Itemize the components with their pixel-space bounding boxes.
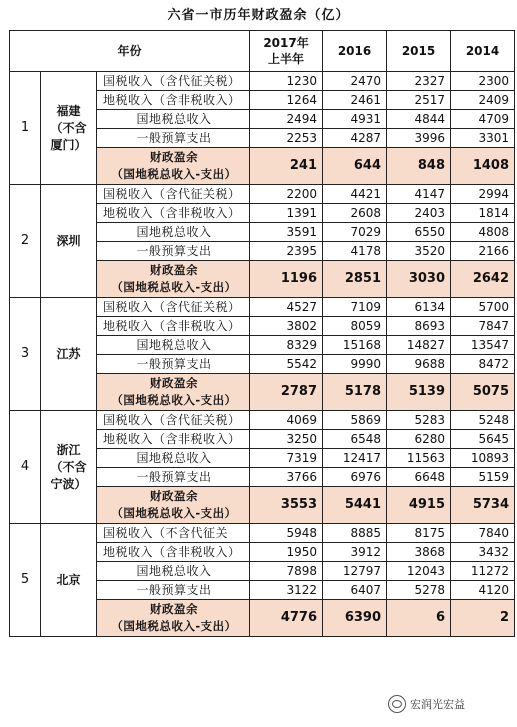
value-cell: 4120 — [451, 581, 515, 600]
value-cell: 1230 — [250, 72, 323, 91]
row-item-label: 国税收入（含代征关税） — [97, 72, 250, 91]
surplus-value-cell: 241 — [250, 148, 323, 185]
surplus-value-cell: 5139 — [387, 374, 451, 411]
value-cell: 7840 — [451, 524, 515, 543]
surplus-value-cell: 5178 — [323, 374, 387, 411]
row-item-label: 国地税总收入 — [97, 110, 250, 129]
value-cell: 2200 — [250, 185, 323, 204]
value-cell: 5700 — [451, 298, 515, 317]
value-cell: 2461 — [323, 91, 387, 110]
row-item-label: 国地税总收入 — [97, 336, 250, 355]
region-index: 1 — [10, 72, 41, 185]
value-cell: 5645 — [451, 430, 515, 449]
value-cell: 5278 — [387, 581, 451, 600]
value-cell: 8693 — [387, 317, 451, 336]
value-cell: 8472 — [451, 355, 515, 374]
value-cell: 1264 — [250, 91, 323, 110]
row-item-label: 一般预算支出 — [97, 355, 250, 374]
value-cell: 2166 — [451, 242, 515, 261]
surplus-value-cell: 5075 — [451, 374, 515, 411]
surplus-label: 财政盈余 （国地税总收入-支出） — [97, 261, 250, 298]
value-cell: 6548 — [323, 430, 387, 449]
value-cell: 5948 — [250, 524, 323, 543]
header-year-2016: 2016 — [323, 31, 387, 72]
value-cell: 2608 — [323, 204, 387, 223]
value-cell: 8059 — [323, 317, 387, 336]
surplus-value-cell: 2787 — [250, 374, 323, 411]
surplus-label: 财政盈余 （国地税总收入-支出） — [97, 600, 250, 637]
row-item-label: 地税收入（含非税收入） — [97, 204, 250, 223]
surplus-value-cell: 2 — [451, 600, 515, 637]
header-year-2017h1: 2017年 上半年 — [250, 31, 323, 72]
row-item-label: 一般预算支出 — [97, 129, 250, 148]
value-cell: 9688 — [387, 355, 451, 374]
value-cell: 4069 — [250, 411, 323, 430]
region-name: 深圳 — [41, 185, 97, 298]
watermark-text: 宏润光宏益 — [410, 698, 465, 711]
value-cell: 11272 — [451, 562, 515, 581]
value-cell: 2395 — [250, 242, 323, 261]
value-cell: 4178 — [323, 242, 387, 261]
value-cell: 15168 — [323, 336, 387, 355]
surplus-value-cell: 6390 — [323, 600, 387, 637]
value-cell: 4147 — [387, 185, 451, 204]
value-cell: 3250 — [250, 430, 323, 449]
value-cell: 2470 — [323, 72, 387, 91]
table-title: 六省一市历年财政盈余（亿） — [167, 8, 350, 23]
value-cell: 4931 — [323, 110, 387, 129]
surplus-value-cell: 4915 — [387, 487, 451, 524]
value-cell: 9990 — [323, 355, 387, 374]
value-cell: 5283 — [387, 411, 451, 430]
table-row — [10, 524, 515, 543]
value-cell: 2253 — [250, 129, 323, 148]
surplus-value-cell: 3030 — [387, 261, 451, 298]
value-cell: 3766 — [250, 468, 323, 487]
row-item-label: 一般预算支出 — [97, 242, 250, 261]
surplus-label: 财政盈余 （国地税总收入-支出） — [97, 487, 250, 524]
value-cell: 8329 — [250, 336, 323, 355]
value-cell: 2517 — [387, 91, 451, 110]
value-cell: 6550 — [387, 223, 451, 242]
row-item-label: 一般预算支出 — [97, 468, 250, 487]
value-cell: 6976 — [323, 468, 387, 487]
value-cell: 8175 — [387, 524, 451, 543]
row-item-label: 国税收入（不含代征关 — [97, 524, 250, 543]
value-cell: 1950 — [250, 543, 323, 562]
value-cell: 6648 — [387, 468, 451, 487]
value-cell: 2403 — [387, 204, 451, 223]
surplus-value-cell: 3553 — [250, 487, 323, 524]
value-cell: 7847 — [451, 317, 515, 336]
value-cell: 7319 — [250, 449, 323, 468]
value-cell: 3122 — [250, 581, 323, 600]
value-cell: 2409 — [451, 91, 515, 110]
value-cell: 6134 — [387, 298, 451, 317]
value-cell: 5248 — [451, 411, 515, 430]
value-cell: 3912 — [323, 543, 387, 562]
value-cell: 3432 — [451, 543, 515, 562]
fiscal-surplus-table — [9, 30, 515, 637]
value-cell: 4808 — [451, 223, 515, 242]
region-name: 北京 — [41, 524, 97, 637]
value-cell: 4527 — [250, 298, 323, 317]
value-cell: 3591 — [250, 223, 323, 242]
value-cell: 2494 — [250, 110, 323, 129]
value-cell: 5159 — [451, 468, 515, 487]
table-row — [10, 185, 515, 204]
wechat-icon — [388, 695, 406, 713]
surplus-value-cell: 2851 — [323, 261, 387, 298]
row-item-label: 国地税总收入 — [97, 562, 250, 581]
watermark — [388, 693, 506, 715]
value-cell: 12797 — [323, 562, 387, 581]
row-item-label: 地税收入（含非税收入） — [97, 543, 250, 562]
value-cell: 7898 — [250, 562, 323, 581]
row-item-label: 地税收入（含非税收入） — [97, 91, 250, 110]
value-cell: 3520 — [387, 242, 451, 261]
value-cell: 3996 — [387, 129, 451, 148]
row-item-label: 国税收入（含代征关税） — [97, 185, 250, 204]
header-year-2014: 2014 — [451, 31, 515, 72]
row-item-label: 国税收入（含代征关税） — [97, 298, 250, 317]
value-cell: 4421 — [323, 185, 387, 204]
value-cell: 12043 — [387, 562, 451, 581]
region-index: 4 — [10, 411, 41, 524]
value-cell: 3868 — [387, 543, 451, 562]
value-cell: 6407 — [323, 581, 387, 600]
value-cell: 2994 — [451, 185, 515, 204]
region-index: 3 — [10, 298, 41, 411]
surplus-value-cell: 848 — [387, 148, 451, 185]
header-row — [10, 31, 515, 72]
value-cell: 1391 — [250, 204, 323, 223]
row-item-label: 国地税总收入 — [97, 449, 250, 468]
value-cell: 12417 — [323, 449, 387, 468]
value-cell: 5869 — [323, 411, 387, 430]
value-cell: 7029 — [323, 223, 387, 242]
value-cell: 7109 — [323, 298, 387, 317]
value-cell: 4287 — [323, 129, 387, 148]
region-name: 福建 （不含 厦门） — [41, 72, 97, 185]
value-cell: 13547 — [451, 336, 515, 355]
row-item-label: 一般预算支出 — [97, 581, 250, 600]
region-name: 江苏 — [41, 298, 97, 411]
surplus-label: 财政盈余 （国地税总收入-支出） — [97, 374, 250, 411]
region-index: 2 — [10, 185, 41, 298]
surplus-value-cell: 5441 — [323, 487, 387, 524]
surplus-value-cell: 644 — [323, 148, 387, 185]
surplus-value-cell: 6 — [387, 600, 451, 637]
region-index: 5 — [10, 524, 41, 637]
value-cell: 2327 — [387, 72, 451, 91]
table-row — [10, 411, 515, 430]
value-cell: 3802 — [250, 317, 323, 336]
region-name: 浙江 （不含 宁波） — [41, 411, 97, 524]
value-cell: 1814 — [451, 204, 515, 223]
value-cell: 6280 — [387, 430, 451, 449]
value-cell: 4844 — [387, 110, 451, 129]
surplus-value-cell: 1196 — [250, 261, 323, 298]
value-cell: 3301 — [451, 129, 515, 148]
surplus-value-cell: 4776 — [250, 600, 323, 637]
header-year-2015: 2015 — [387, 31, 451, 72]
table-row — [10, 298, 515, 317]
value-cell: 14827 — [387, 336, 451, 355]
value-cell: 8885 — [323, 524, 387, 543]
surplus-label: 财政盈余 （国地税总收入-支出） — [97, 148, 250, 185]
surplus-value-cell: 1408 — [451, 148, 515, 185]
value-cell: 10893 — [451, 449, 515, 468]
value-cell: 11563 — [387, 449, 451, 468]
row-item-label: 地税收入（含非税收入） — [97, 317, 250, 336]
value-cell: 4709 — [451, 110, 515, 129]
row-item-label: 地税收入（含非税收入） — [97, 430, 250, 449]
surplus-value-cell: 2642 — [451, 261, 515, 298]
surplus-value-cell: 5734 — [451, 487, 515, 524]
row-item-label: 国地税总收入 — [97, 223, 250, 242]
row-item-label: 国税收入（含代征关税） — [97, 411, 250, 430]
header-year-label: 年份 — [10, 31, 250, 72]
table-row — [10, 72, 515, 91]
value-cell: 5542 — [250, 355, 323, 374]
value-cell: 2300 — [451, 72, 515, 91]
